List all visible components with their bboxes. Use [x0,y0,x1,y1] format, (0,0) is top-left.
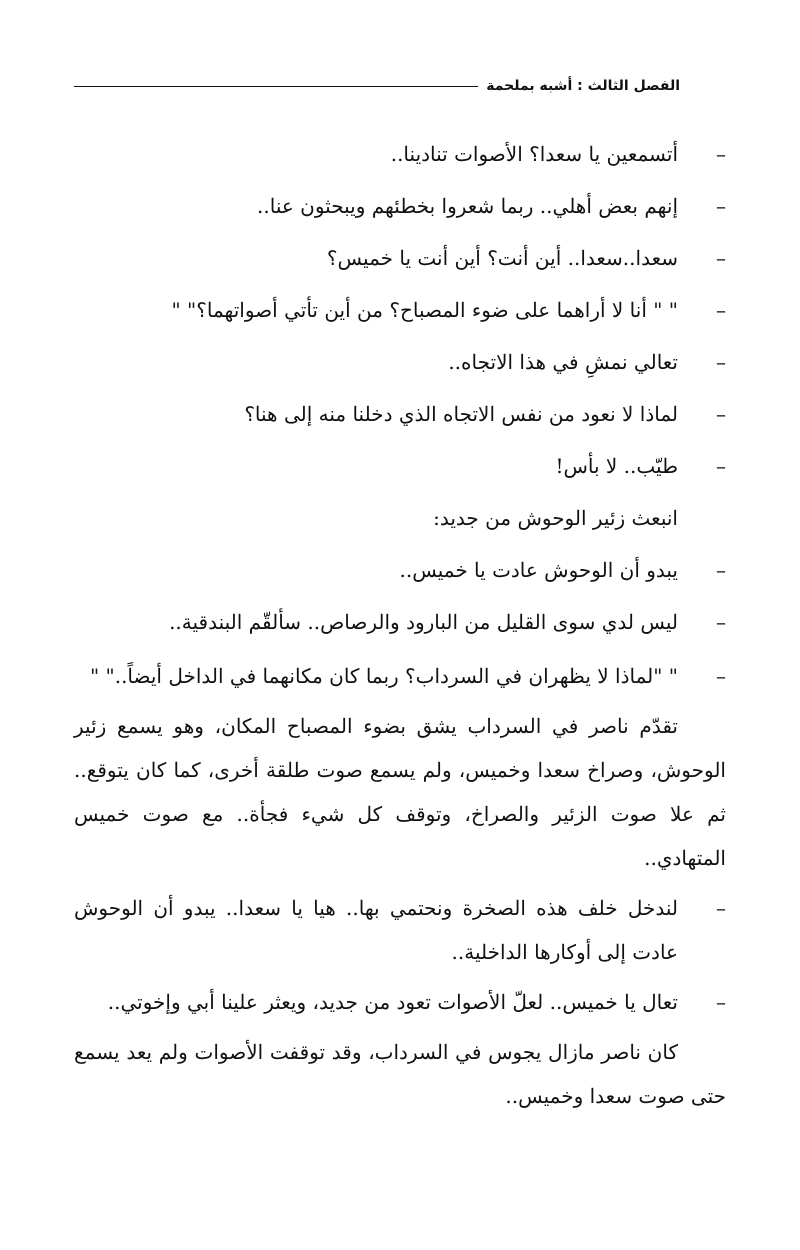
dialogue-dash: – [716,896,726,920]
dialogue-line [74,596,726,648]
dialogue-line [74,232,726,284]
dialogue-dash: – [716,142,726,166]
dialogue-dash: – [716,402,726,426]
dialogue-text: تعالي نمشِ في هذا الاتجاه.. [448,350,678,374]
narration-line: انبعث زئير الوحوش من جديد: [433,506,678,530]
dialogue-dash: – [716,246,726,270]
dialogue-text: لماذا لا نعود من نفس الاتجاه الذي دخلنا منه إلى هنا؟ [244,402,678,426]
chapter-title: الفصل الثالث : أشبه بملحمة [486,78,680,94]
page-body [74,128,726,1122]
dialogue-line [74,654,726,698]
dialogue-text: " " أنا لا أراهما على ضوء المصباح؟ من أين تأتي أصواتهما؟" " [171,298,678,322]
dialogue-text: لندخل خلف هذه الصخرة ونحتمي بها.. هيا يا سعدا.. يبدو أن الوحوش عادت إلى أوكارها الداخلية.. [74,896,678,964]
dialogue-line [74,128,726,180]
dialogue-line [74,544,726,596]
dialogue-line [74,440,726,492]
dialogue-line [74,980,726,1024]
dialogue-text: " "لماذا لا يظهران في السرداب؟ ربما كان مكانهما في الداخل أيضاً.." " [89,664,678,688]
dialogue-text: ليس لدي سوى القليل من البارود والرصاص.. سألقّم البندقية.. [169,610,678,634]
dialogue-line [74,284,726,336]
dialogue-dash: – [716,664,726,688]
header-rule [74,86,478,87]
dialogue-dash: – [716,990,726,1014]
dialogue-dash: – [716,454,726,478]
dialogue-text: يبدو أن الوحوش عادت يا خميس.. [399,558,678,582]
dialogue-line [74,388,726,440]
dialogue-dash: – [716,350,726,374]
dialogue-text: سعدا..سعدا.. أين أنت؟ أين أنت يا خميس؟ [326,246,678,270]
dialogue-text: إنهم بعض أهلي.. ربما شعروا بخطئهم ويبحثون عنا.. [257,194,678,218]
running-header [74,78,680,94]
dialogue-dash: – [716,558,726,582]
narration-paragraph: كان ناصر مازال يجوس في السرداب، وقد توقفت الأصوات ولم يعد يسمع حتى صوت سعدا وخميس.. [74,1040,726,1108]
dialogue-text: طيّب.. لا بأس! [555,454,678,478]
dialogue-dash: – [716,298,726,322]
dialogue-dash: – [716,610,726,634]
narration-paragraph: تقدّم ناصر في السرداب يشق بضوء المصباح المكان، وهو يسمع زئير الوحوش، وصراخ سعدا وخميس، ولم يسمع صوت طلقة أخرى، كما كان يتوقع.. ثم علا صوت الزئير والصراخ، وتوقف كل شيء فجأة.. مع صوت خميس المتهادي.. [74,714,726,870]
dialogue-line [74,180,726,232]
dialogue-line [74,886,726,974]
dialogue-text: تعال يا خميس.. لعلّ الأصوات تعود من جديد، ويعثر علينا أبي وإخوتي.. [107,990,678,1014]
dialogue-text: أتسمعين يا سعدا؟ الأصوات تنادينا.. [390,142,678,166]
dialogue-line [74,336,726,388]
dialogue-dash: – [716,194,726,218]
